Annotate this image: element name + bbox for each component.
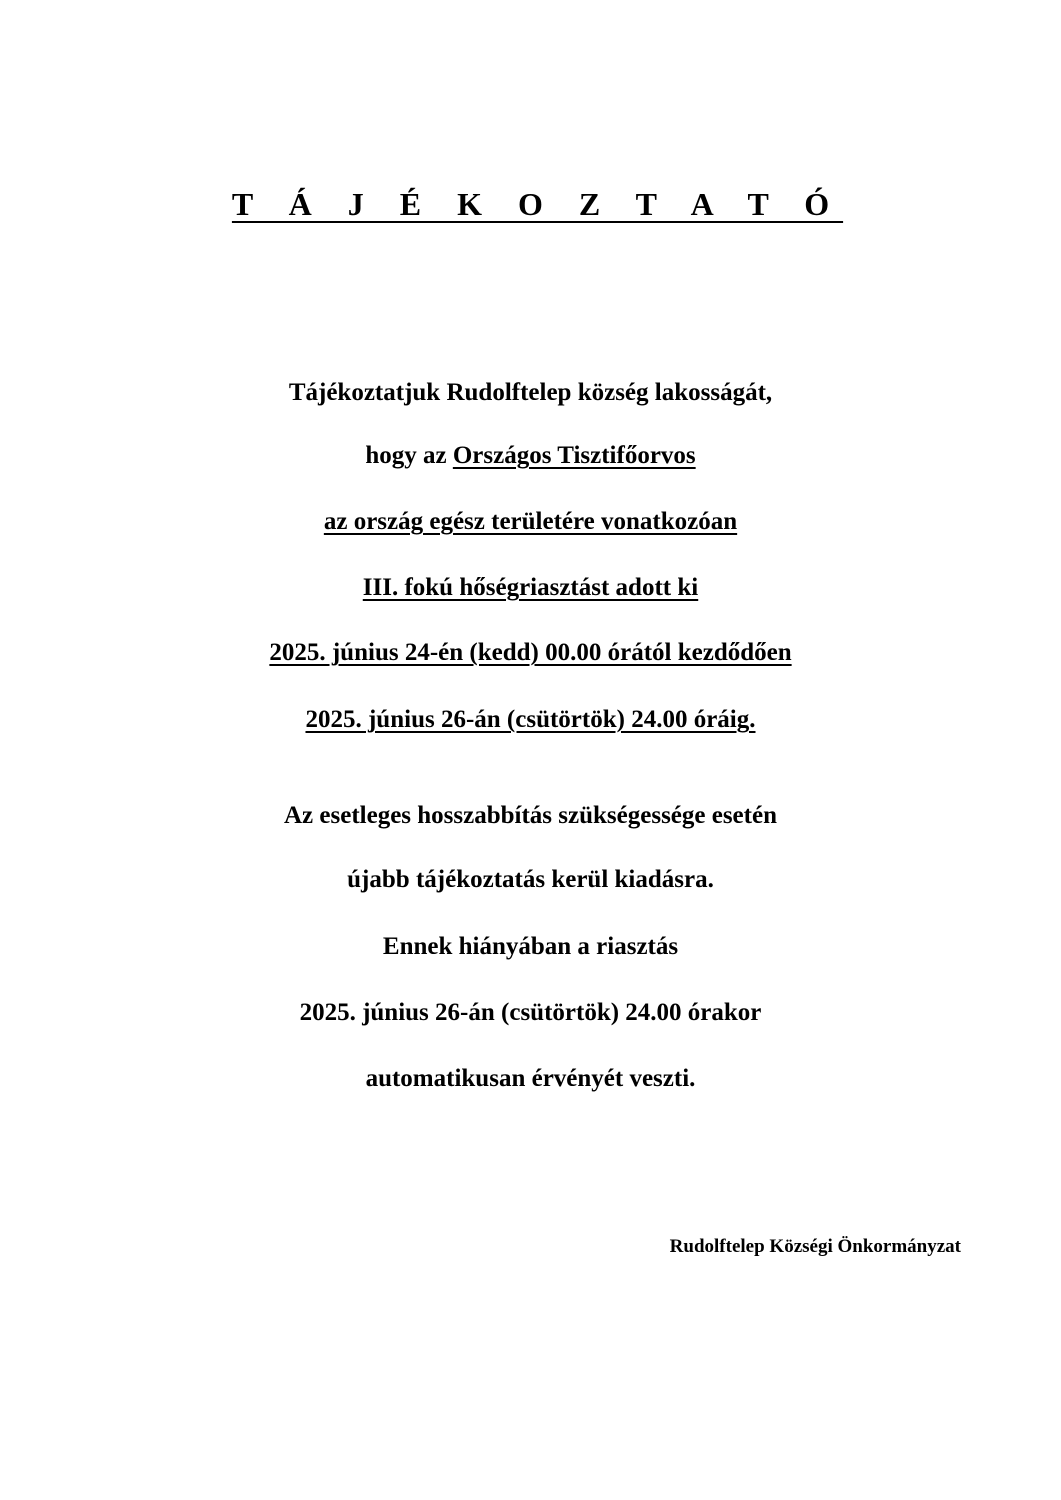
alert-start: 2025. június 24-én (kedd) 00.00 órától kezdődően [269, 639, 792, 666]
alert-level: III. fokú hőségriasztást adott ki [362, 574, 699, 601]
alert-end: 2025. június 26-án (csütörtök) 24.00 óráig. [305, 706, 756, 733]
text-line-11: automatikusan érvényét veszti. [365, 1065, 696, 1092]
text-line-4 [0, 572, 1061, 604]
text-line-9: Ennek hiányában a riasztás [382, 933, 679, 960]
text-line-3-text: az ország egész területére vonatkozóan [323, 508, 738, 535]
text-line-7: Az esetleges hosszabbítás szükségessége esetén [284, 802, 777, 829]
text-line-2-prefix: hogy az [365, 442, 447, 469]
text-line-8: újabb tájékoztatás kerül kiadásra. [347, 866, 714, 893]
text-line-6 [0, 704, 1061, 736]
text-line-1: Tájékoztatjuk Rudolftelep község lakosságát, [288, 379, 773, 406]
text-line-10: 2025. június 26-án (csütörtök) 24.00 órakor [299, 999, 762, 1026]
text-line-3 [0, 506, 1061, 538]
text-line-5 [0, 637, 1061, 669]
authority-name: Országos Tisztifőorvos [452, 442, 696, 469]
notice-title: T Á J É K O Z T A T Ó [231, 186, 844, 222]
signature: Rudolftelep Községi Önkormányzat [669, 1236, 961, 1257]
text-line-2 [0, 440, 1061, 472]
